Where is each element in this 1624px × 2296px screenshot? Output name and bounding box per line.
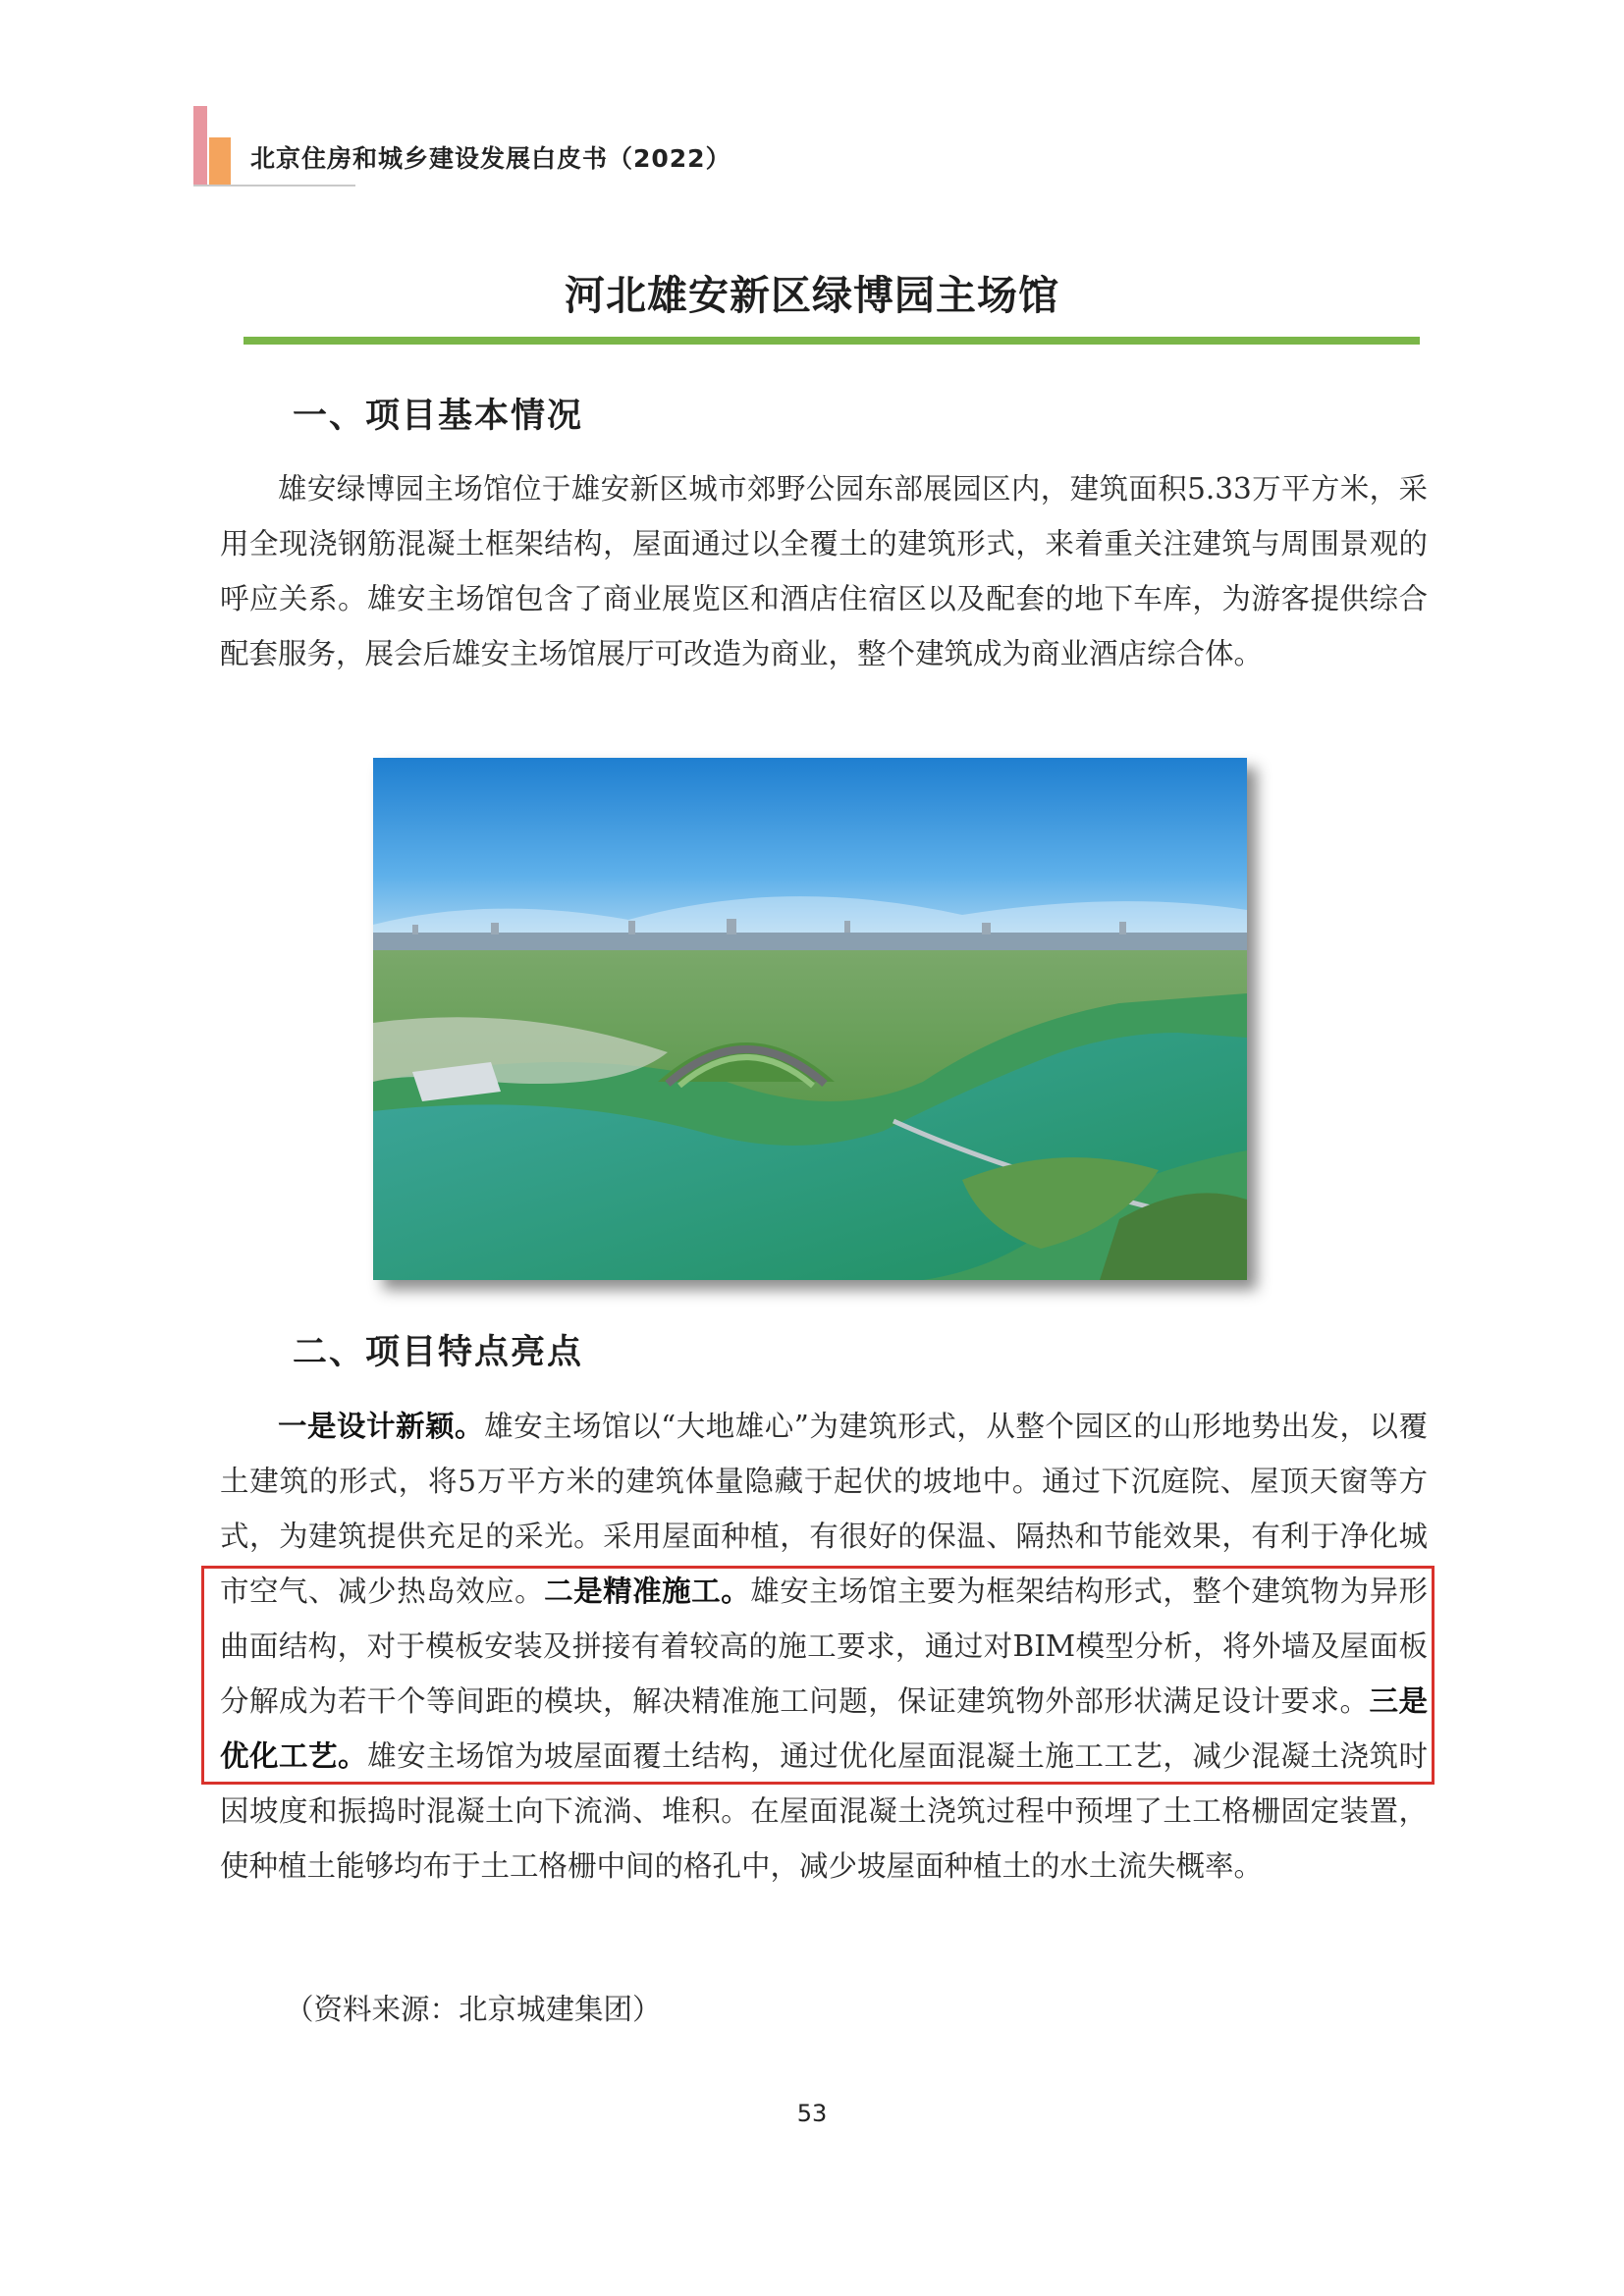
header-accent-bar-orange [209, 137, 231, 187]
section-heading-basic-info: 一、项目基本情况 [293, 397, 584, 436]
lead-construction: 二是精准施工。 [544, 1575, 751, 1608]
text-design: 雄安主场馆以“大地雄心”为建筑形式，从整个园区的山形地势出发，以覆土建筑的形式，将5万平方米的建筑体量隐藏于起伏的坡地中。通过下沉庭院、屋顶天窗等方式，为建筑提供充足的采光。采用屋面种植，有很好的保温、隔热和节能效果，有利于净化城市空气、减少热岛效应。 [220, 1410, 1428, 1608]
running-header-title: 北京住房和城乡建设发展白皮书（2022） [250, 144, 731, 173]
section-heading-highlights: 二、项目特点亮点 [293, 1333, 584, 1372]
text-process: 雄安主场馆为坡屋面覆土结构，通过优化屋面混凝土施工工艺，减少混凝土浇筑时因坡度和振捣时混凝土向下流淌、堆积。在屋面混凝土浇筑过程中预埋了土工格栅固定装置，使种植土能够均布于土工格栅中间的格孔中，减少坡屋面种植土的水土流失概率。 [220, 1739, 1428, 1883]
source-note: （资料来源：北京城建集团） [285, 1993, 662, 2026]
lead-process: 三是优化工艺。 [220, 1684, 1428, 1773]
header-accent-bar-pink [193, 106, 207, 187]
title-divider [244, 337, 1420, 345]
aerial-photo-venue [373, 758, 1247, 1280]
text-construction: 雄安主场馆主要为框架结构形式，整个建筑物为异形曲面结构，对于模板安装及拼接有着较高的施工要求，通过对BIM模型分析，将外墙及屋面板分解成为若干个等间距的模块，解决精准施工问题，保证建筑物外部形状满足设计要求。 [220, 1575, 1428, 1718]
page-number: 53 [796, 2100, 828, 2127]
red-highlight-box [201, 1566, 1435, 1785]
lead-design: 一是设计新颖。 [278, 1410, 485, 1443]
page-title: 河北雄安新区绿博园主场馆 [565, 272, 1059, 319]
section-basic-info-body: 雄安绿博园主场馆位于雄安新区城市郊野公园东部展园区内，建筑面积5.33万平方米，采用全现浇钢筋混凝土框架结构，屋面通过以全覆土的建筑形式，来着重关注建筑与周围景观的呼应关系。雄安主场馆包含了商业展览区和酒店住宿区以及配套的地下车库，为游客提供综合配套服务，展会后雄安主场馆展厅可改造为商业，整个建筑成为商业酒店综合体。 [220, 472, 1428, 670]
header-underline [193, 185, 355, 187]
